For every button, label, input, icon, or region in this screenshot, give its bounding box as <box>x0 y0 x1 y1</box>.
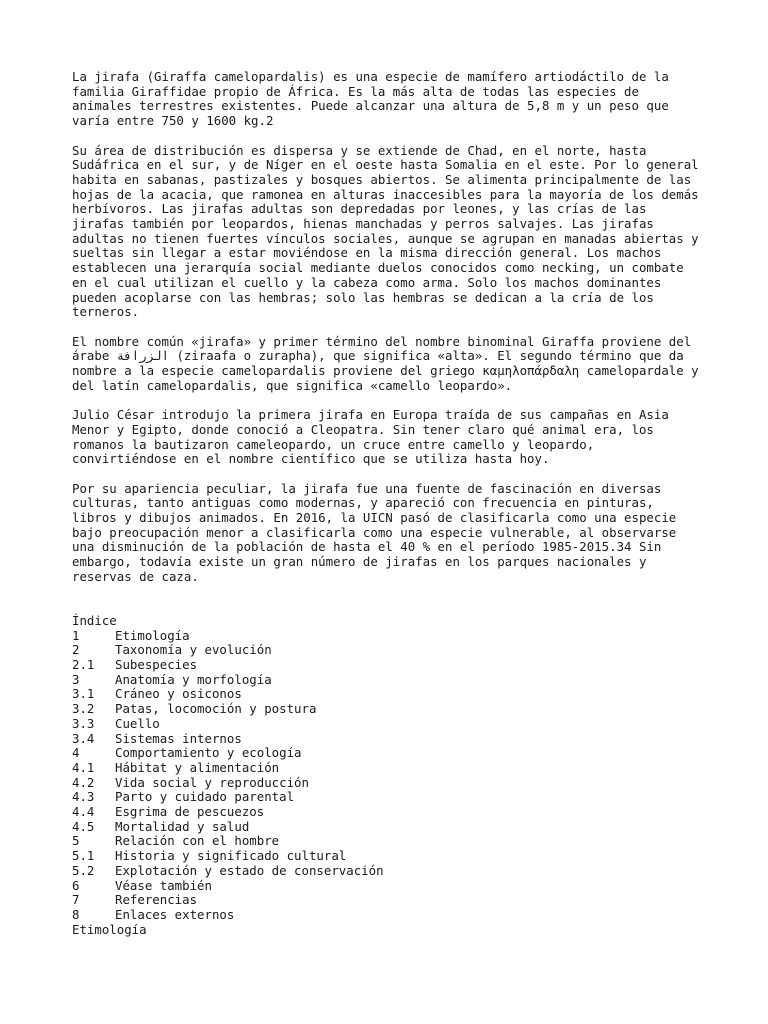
toc-item-label: Esgrima de pescuezos <box>115 804 265 820</box>
toc-item-number: 3 <box>72 671 80 687</box>
toc-item[interactable] <box>72 629 702 644</box>
toc-item[interactable] <box>72 746 702 761</box>
toc-item[interactable] <box>72 879 702 894</box>
paragraph-etymology-summary: El nombre común «jirafa» y primer término del nombre binominal Giraffa proviene del árabe الزرافة (ziraafa o zurapha), que significa «alta». El segundo término que da nombre a la especie camelopardalis proviene del griego καμηλοπάρδαλη camelopardale y del latín camelopardalis, que significa «camello leopardo». <box>72 333 707 393</box>
toc-item-label: Referencias <box>115 892 198 908</box>
toc-item[interactable] <box>72 820 702 835</box>
toc-item-label: Patas, locomoción y postura <box>115 701 317 717</box>
toc-item-number: 5.1 <box>72 848 95 864</box>
section-spacer <box>72 599 702 614</box>
toc-item[interactable] <box>72 805 702 820</box>
toc-item-label: Parto y cuidado parental <box>115 789 295 805</box>
toc-item-label: Mortalidad y salud <box>115 818 250 834</box>
document-page <box>72 69 707 937</box>
paragraph-distribution: Su área de distribución es dispersa y se extiende de Chad, en el norte, hasta Sudáfrica en el sur, y de Níger en el oeste hasta Somalia en el este. Por lo general habita en sabanas, pastizales y bosques abiertos. Se alimenta principalmente de las hojas de la acacia, que ramonea en alturas inaccesibles para la mayoría de los demás herbívoros. Las jirafas adultas son depredadas por leones, y las crías de las jirafas también por leopardos, hienas manchadas y perros salvajes. Las jirafas adultas no tienen fuertes vínculos sociales, aunque se agrupan en manadas abiertas y sueltas sin llegar a estar moviéndose en la misma dirección general. Los machos establecen una jerarquía social mediante duelos conocidos como necking, un combate en el cual utilizan el cuello y la cabeza como arma. Solo los machos dominantes pueden acoplarse con las hembras; solo las hembras se dedican a la cría de los terneros. <box>72 142 707 320</box>
section-heading-etimologia: Etimología <box>72 921 147 937</box>
toc-item[interactable] <box>72 893 702 908</box>
toc-item-label: Historia y significado cultural <box>115 848 347 864</box>
toc-item-label: Véase también <box>115 877 212 893</box>
toc-item-number: 4.5 <box>72 818 95 834</box>
toc-item[interactable] <box>72 864 702 879</box>
toc-item-number: 3.4 <box>72 730 95 746</box>
toc-item-number: 5.2 <box>72 862 95 878</box>
toc-title: Índice <box>72 612 117 628</box>
table-of-contents <box>72 614 702 937</box>
toc-item-label: Cuello <box>115 715 160 731</box>
toc-item-number: 3.2 <box>72 701 95 717</box>
toc-item-label: Subespecies <box>115 657 198 673</box>
paragraph-culture-conservation: Por su apariencia peculiar, la jirafa fue una fuente de fascinación en diversas culturas, tanto antiguas como modernas, y apareció con frecuencia en pinturas, libros y dibujos animados. En 2016, la UICN pasó de clasificarla como una especie bajo preocupación menor a clasificarla como una especie vulnerable, al observarse una disminución de la población de hasta el 40 % en el período 1985-2015.34 Sin embargo, todavía existe un gran número de jirafas en los parques nacionales y reservas de caza. <box>72 480 684 584</box>
toc-item-number: 8 <box>72 906 80 922</box>
toc-item[interactable] <box>72 702 702 717</box>
toc-item-number: 2 <box>72 642 80 658</box>
toc-item-number: 3.1 <box>72 686 95 702</box>
toc-item-number: 6 <box>72 877 80 893</box>
toc-item[interactable] <box>72 776 702 791</box>
toc-item-number: 1 <box>72 627 80 643</box>
toc-item-number: 4.2 <box>72 774 95 790</box>
toc-item[interactable] <box>72 761 702 776</box>
toc-item[interactable] <box>72 849 702 864</box>
toc-item-number: 4.1 <box>72 759 95 775</box>
toc-item-label: Anatomía y morfología <box>115 671 272 687</box>
toc-item-number: 4.4 <box>72 804 95 820</box>
paragraph-history: Julio César introdujo la primera jirafa en Europa traída de sus campañas en Asia Menor y Egipto, donde conoció a Cleopatra. Sin tener claro qué animal era, los romanos la bautizaron cameleopardo, un cruce entre camello y leopardo, convirtiéndose en el nombre científico que se utiliza hasta hoy. <box>72 407 677 467</box>
toc-item[interactable] <box>72 673 702 688</box>
toc-item[interactable] <box>72 717 702 732</box>
toc-item-label: Etimología <box>115 627 190 643</box>
toc-item[interactable] <box>72 732 702 747</box>
toc-item[interactable] <box>72 908 702 923</box>
toc-item-number: 5 <box>72 833 80 849</box>
toc-item-number: 7 <box>72 892 80 908</box>
toc-item-label: Taxonomía y evolución <box>115 642 272 658</box>
toc-item-label: Comportamiento y ecología <box>115 745 302 761</box>
toc-item-label: Explotación y estado de conservación <box>115 862 384 878</box>
toc-item-number: 4.3 <box>72 789 95 805</box>
toc-item-label: Cráneo y osiconos <box>115 686 242 702</box>
toc-item-label: Vida social y reproducción <box>115 774 309 790</box>
toc-item[interactable] <box>72 790 702 805</box>
toc-item[interactable] <box>72 834 702 849</box>
toc-item-label: Sistemas internos <box>115 730 242 746</box>
toc-list <box>72 629 702 923</box>
toc-item-label: Relación con el hombre <box>115 833 280 849</box>
toc-item-label: Enlaces externos <box>115 906 235 922</box>
paragraph-intro: La jirafa (Giraffa camelopardalis) es una especie de mamífero artiodáctilo de la familia Giraffidae propio de África. Es la más alta de todas las especies de animales terrestres existentes. Puede alcanzar una altura de 5,8 m y un peso que varía entre 750 y 1600 kg.2 <box>72 69 677 129</box>
toc-item-label: Hábitat y alimentación <box>115 759 280 775</box>
toc-item[interactable] <box>72 687 702 702</box>
toc-item-number: 2.1 <box>72 657 95 673</box>
toc-item-number: 4 <box>72 745 80 761</box>
toc-item-number: 3.3 <box>72 715 95 731</box>
toc-item[interactable] <box>72 658 702 673</box>
toc-item[interactable] <box>72 643 702 658</box>
